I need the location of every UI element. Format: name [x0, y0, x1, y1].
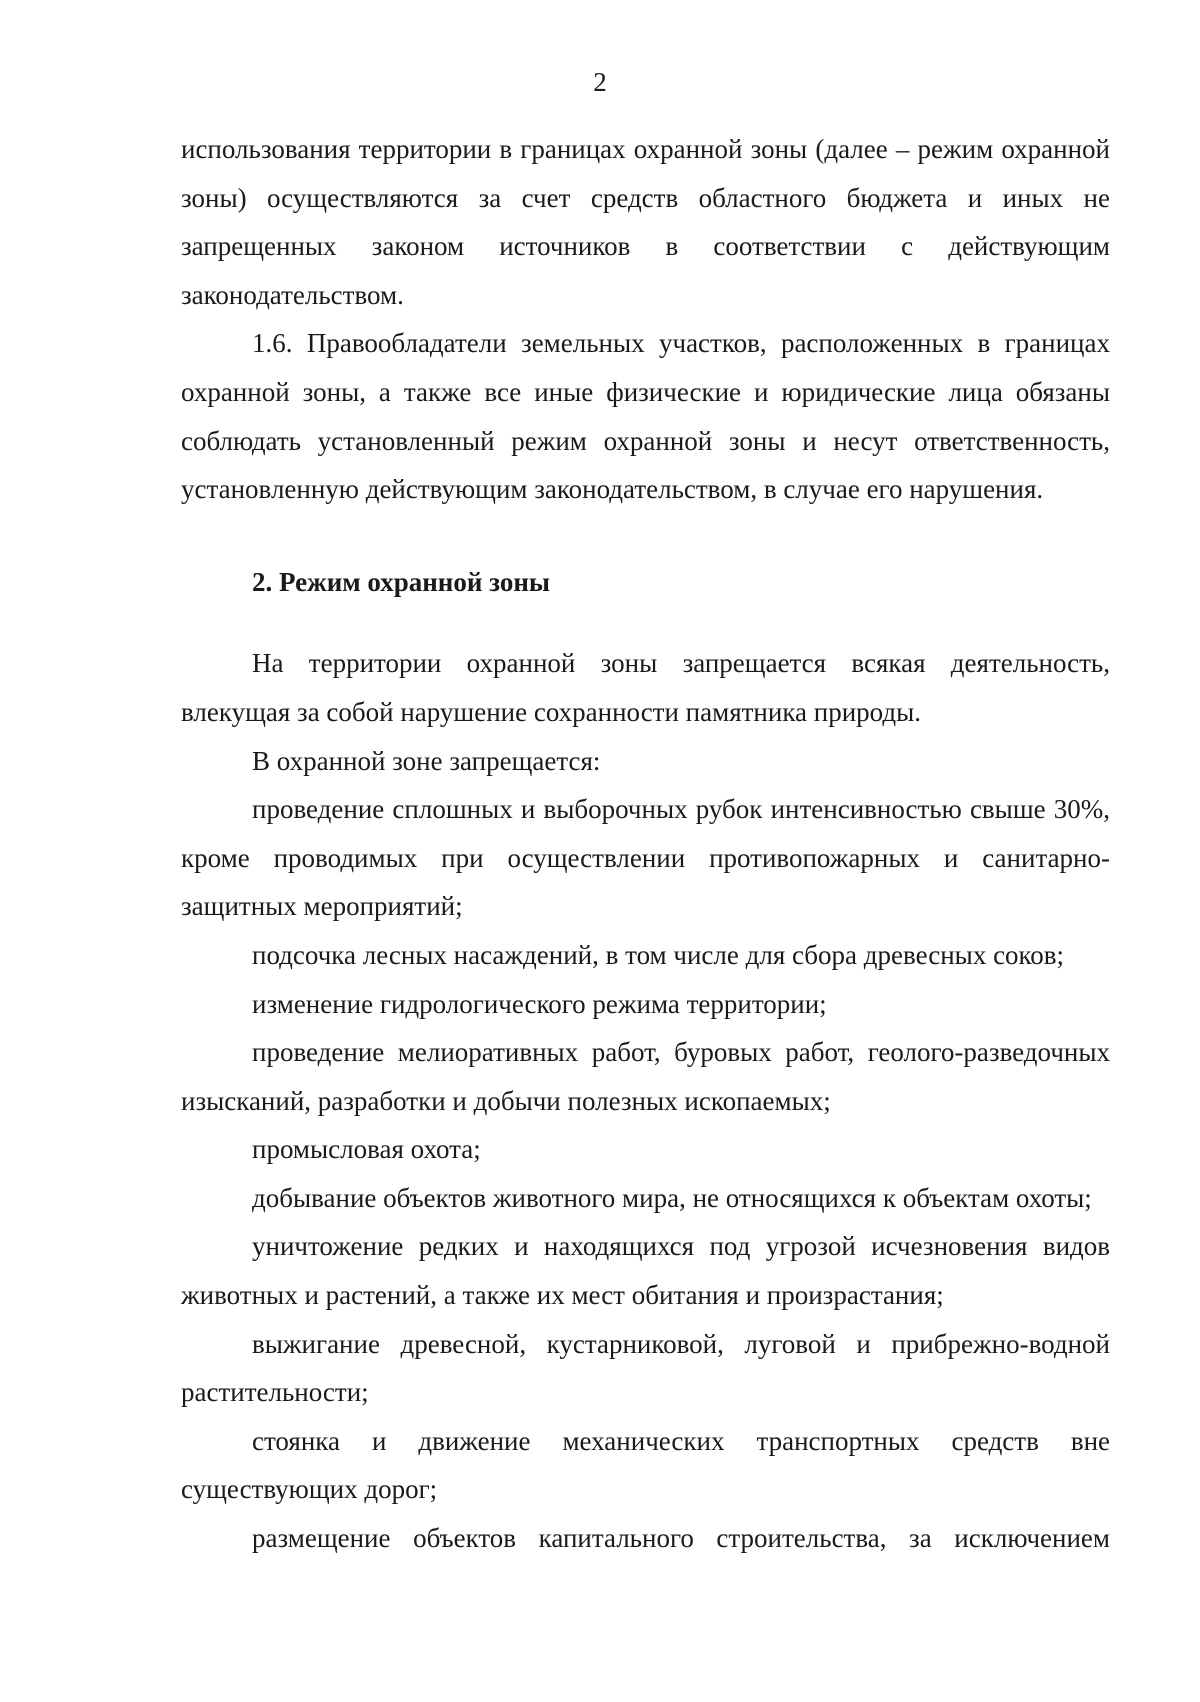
list-item-clearcutting: проведение сплошных и выборочных рубок интенсивностью свыше 30%, кроме проводимых при осуществлении противопожарных и санитарно-защитных мероприятий; — [181, 794, 1110, 922]
section-heading: 2. Режим охранной зоны — [252, 566, 550, 597]
list-item-burning: выжигание древесной, кустарниковой, луговой и прибрежно-водной растительности; — [181, 1328, 1110, 1408]
paragraph-1-6: 1.6. Правообладатели земельных участков, расположенных в границах охранной зоны, а также все иные физические и юридические лица обязаны соблюдать установленный режим охранной зоны и несут ответственность, установленную действующим законодательством, в случае его нарушения. — [181, 328, 1110, 505]
list-item-wildlife: добывание объектов животного мира, не относящихся к объектам охоты; — [252, 1182, 1092, 1213]
page-number: 2 — [593, 67, 607, 97]
paragraph-list-lead: В охранной зоне запрещается: — [252, 745, 601, 776]
spacer — [181, 606, 1110, 639]
list-item-rare-species: уничтожение редких и находящихся под угрозой исчезновения видов животных и растений, а также их мест обитания и произрастания; — [181, 1231, 1110, 1311]
spacer — [181, 514, 1110, 558]
list-item-tapping: подсочка лесных насаждений, в том числе для сбора древесных соков; — [252, 939, 1065, 970]
paragraph-continuation: использования территории в границах охранной зоны (далее – режим охранной зоны) осуществляются за счет средств областного бюджета и иных не запрещенных законом источников в соответствии с действующим законодательством. — [181, 134, 1110, 310]
list-item-vehicles: стоянка и движение механических транспортных средств вне существующих дорог; — [181, 1425, 1110, 1505]
list-item-hydrology: изменение гидрологического режима территории; — [252, 988, 827, 1019]
paragraph-intro: На территории охранной зоны запрещается всякая деятельность, влекущая за собой нарушение сохранности памятника природы. — [181, 648, 1110, 727]
list-item-hunting: промысловая охота; — [252, 1134, 481, 1165]
list-item-construction: размещение объектов капитального строительства, за исключением — [252, 1523, 1110, 1554]
list-item-drilling: проведение мелиоративных работ, буровых работ, геолого-разведочных изысканий, разработки и добычи полезных ископаемых; — [181, 1037, 1110, 1116]
document-body — [181, 125, 1110, 1563]
